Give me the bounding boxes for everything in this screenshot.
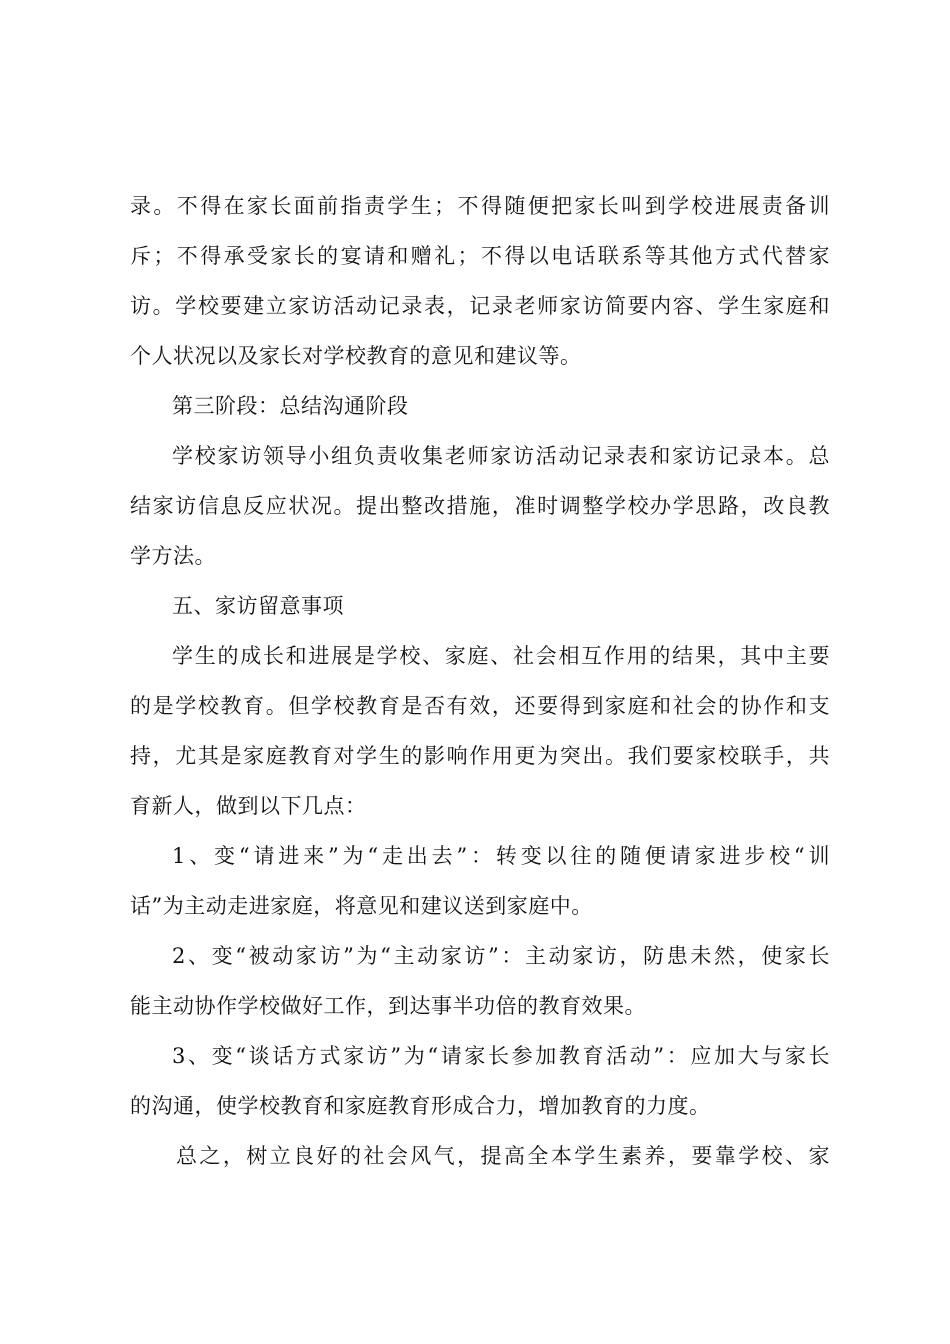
text-line: 的沟通，使学校教育和家庭教育形成合力，增加教育的力度。 xyxy=(130,1094,711,1118)
text-line: 结家访信息反应状况。提出整改措施，准时调整学校办学思路，改良教 xyxy=(130,494,830,518)
list-item-1: 1、变“请进来”为“走出去”：转变以往的随便请家进步校“训 xyxy=(172,844,830,868)
text-line: 能主动协作学校做好工作，到达事半功倍的教育效果。 xyxy=(130,994,646,1018)
section-heading: 五、家访留意事项 xyxy=(172,594,344,618)
list-item-2: 2、变“被动家访”为“主动家访”：主动家访，防患未然，使家长 xyxy=(172,944,830,968)
list-item-3: 3、变“谈话方式家访”为“请家长参加教育活动”：应加大与家长 xyxy=(172,1044,830,1068)
text-line: 持，尤其是家庭教育对学生的影响作用更为突出。我们要家校联手，共 xyxy=(130,744,830,768)
text-line: 育新人，做到以下几点： xyxy=(130,794,367,818)
text-line: 斥；不得承受家长的宴请和赠礼；不得以电话联系等其他方式代替家 xyxy=(130,244,830,268)
text-line: 话”为主动走进家庭，将意见和建议送到家庭中。 xyxy=(130,894,593,918)
text-line: 访。学校要建立家访活动记录表，记录老师家访简要内容、学生家庭和 xyxy=(130,294,830,318)
text-line: 学校家访领导小组负责收集老师家访活动记录表和家访记录本。总 xyxy=(172,444,830,468)
text-line: 个人状况以及家长对学校教育的意见和建议等。 xyxy=(130,344,582,368)
text-line: 录。不得在家长面前指责学生；不得随便把家长叫到学校进展责备训 xyxy=(130,194,830,218)
section-heading: 第三阶段：总结沟通阶段 xyxy=(172,394,409,418)
text-line: 的是学校教育。但学校教育是否有效，还要得到家庭和社会的协作和支 xyxy=(130,694,830,718)
text-line: 总之，树立良好的社会风气，提高全本学生素养，要靠学校、家 xyxy=(176,1144,830,1168)
text-line: 学方法。 xyxy=(130,544,216,568)
text-line: 学生的成长和进展是学校、家庭、社会相互作用的结果，其中主要 xyxy=(172,644,830,668)
